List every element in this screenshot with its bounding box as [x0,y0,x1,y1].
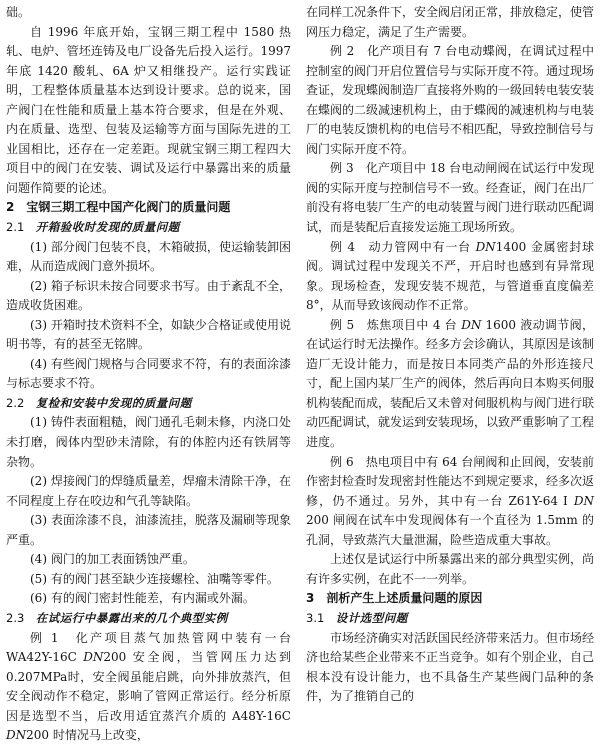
subsection-number: 2.2 [6,395,25,410]
subsection-title: 在试运行中暴露出来的几个典型实例 [35,610,228,625]
subsection-heading-3-1 [306,609,594,629]
example-text: 200 闸阀在试车中发现阀体有一个直径为 1.5mm 的孔洞，导致蒸汽大量泄漏，险些造成重大事故。 [306,513,594,547]
example-text: 例 4 动力管网中有一台 [330,239,476,254]
list-item: (3) 开箱时技术资料不全，如缺少合格证或使用说明书等，有的甚至无铭牌。 [6,317,291,352]
dn-symbol: DN [475,239,496,254]
subsection-number: 2.1 [6,220,25,235]
subsection-title: 复检和安装中发现的质量问题 [35,395,192,410]
dn-symbol: DN [6,728,27,743]
list-item: (3) 表面涂漆不良，油漆流挂，脱落及漏刷等现象严重。 [6,513,291,547]
summary-paragraph: 上述仅是试运行中所暴露出来的部分典型实例，尚有许多实例，在此不一一列举。 [306,552,595,586]
dn-symbol: DN [573,493,594,508]
example-text: 200 时情况马上改变， [26,728,149,743]
list-item: (4) 有些阀门规格与合同要求不符，有的表面涂漆与标志要求不符。 [6,356,291,391]
paragraph-intro-1996: 自 1996 年底开始，宝钢三期工程中 1580 热轧、电炉、管坯连铸及电厂设备先后投入运行。1997 年底 1420 酸轧、6A 炉又相继投产。运行实践证明，工程整体质量基本达到设计要求。总的说来，国产阀门在性能和质量上基本符合要求，但是在外观、内在质量、选型、包装及运输等方面与国际先进的工业国相比，还存在一定差距。现就宝钢三期工程四大项目中的阀门在安装、调试及运行中暴露出来的质量问题作简要的论述。 [6,24,291,195]
example-4 [306,238,594,316]
list-item: (5) 有的阀门甚至缺少连接螺栓、油嘴等零件。 [30,571,279,586]
example-6 [306,453,594,551]
section-heading-2: 2 宝钢三期工程中国产化阀门的质量问题 [6,200,231,215]
example-text: 例 6 热电项目中有 64 台闸阀和止回阀，安装前作密封检查时发现密封性能达不到规定要求，经多次返修，仍不通过。另外，其中有一台 Z61Y-64 Ⅰ [306,454,595,508]
subsection-heading-2-1 [6,218,291,238]
example-text: 例 5 炼焦项目中 4 台 [330,317,462,332]
paragraph-continuation: 础。 [6,5,31,19]
example-1 [6,629,291,746]
example-text: 例 1 化产项目蒸气加热管网中装有一台 WA42Y-16C [6,630,291,665]
example-5 [306,316,594,453]
list-item: (4) 阀门的加工表面锈蚀严重。 [30,552,195,567]
subsection-heading-2-2 [6,394,291,414]
example-text: 200 安全阀，当管网压力达到 0.207MPa时，安全阀虽能启跳，向外排放蒸汽，但安全阀动作不稳定，影响了管网正常运行。经分析原因是选型不当，后改用适宜蒸汽介质的 A48Y-16C [6,650,291,723]
right-column [306,3,594,707]
list-item: (6) 有的阀门密封性能差，有内漏或外漏。 [30,591,255,606]
subsection-title: 开箱验收时发现的质量问题 [35,220,180,235]
example-1-continuation: 在同样工况条件下，安全阀启闭正常，排放稳定，使管网压力稳定，满足了生产需要。 [306,5,595,39]
list-item: (1) 部分阀门包装不良，木箱破损，使运输装卸困难，从而造成阀门意外损坏。 [6,239,291,274]
paragraph-market-economy: 市场经济确实对活跃国民经济带来活力。但市场经济也给某些企业带来不正当竞争。如有个别企业，自己根本没有设计能力，也不具备生产某些阀门品种的条件，为了推销自己的 [306,630,595,704]
subsection-title: 设计选型问题 [335,610,408,625]
list-item: (2) 焊接阀门的焊缝质量差，焊瘤未清除干净，在不同程度上存在咬边和气孔等缺陷。 [6,474,291,508]
section-heading-3: 3 剖析产生上述质量问题的原因 [306,591,483,606]
subsection-number: 2.3 [6,610,25,625]
subsection-heading-2-3 [6,609,291,629]
dn-symbol: DN [83,650,104,665]
example-2: 例 2 化产项目有 7 台电动蝶阀，在调试过程中控制室的阀门开启位置信号与实际开度不符。通过现场查证，发现蝶阀制造厂直接将外购的一级回转电装安装在蝶阀的二级减速机构上，由于蝶阀的减速机构与电装厂的电装反馈机构的电信号不相匹配，导致控制信号与阀门实际开度不符。 [306,44,595,156]
subsection-number: 3.1 [306,610,325,625]
example-text: 1600 液动调节阀，在试运行时无法操作。经多方会诊确认，其原因是该制造厂无设计能力，而是按日本同类产品的外形连接尺寸，配上国内某厂生产的阀体，然后再向日本购买伺服机构装配而成，装配后又未曾对伺服机构与阀门进行联动匹配调试，就发运到安装现场，以致严重影响了工程进度。 [306,317,595,450]
dn-symbol: DN [461,317,482,332]
list-item: (2) 箱子标识未按合同要求书写。由于紊乱不全，造成收货困难。 [6,278,291,313]
example-text: 1400 金属密封球阀。调试过程中发现关不严，开启时也感到有异常现象。现场检查，发现安装不规范，与管道垂直度偏差 8°，从而导致该阀动作不正常。 [306,239,594,313]
list-item: (1) 铸件表面粗糙，阀门通孔毛刺未修，内浇口处未打磨，阀体内型砂未清除，有的体腔内还有铁屑等杂物。 [6,415,291,469]
left-column [6,3,291,746]
example-3: 例 3 化产项目中 18 台电动闸阀在试运行中发现阀的实际开度与控制信号不一致。经查证，阀门在出厂前没有将电装厂生产的电动装置与阀门进行联动匹配调试，而是装配后直接发运施工现场所致。 [306,161,595,235]
